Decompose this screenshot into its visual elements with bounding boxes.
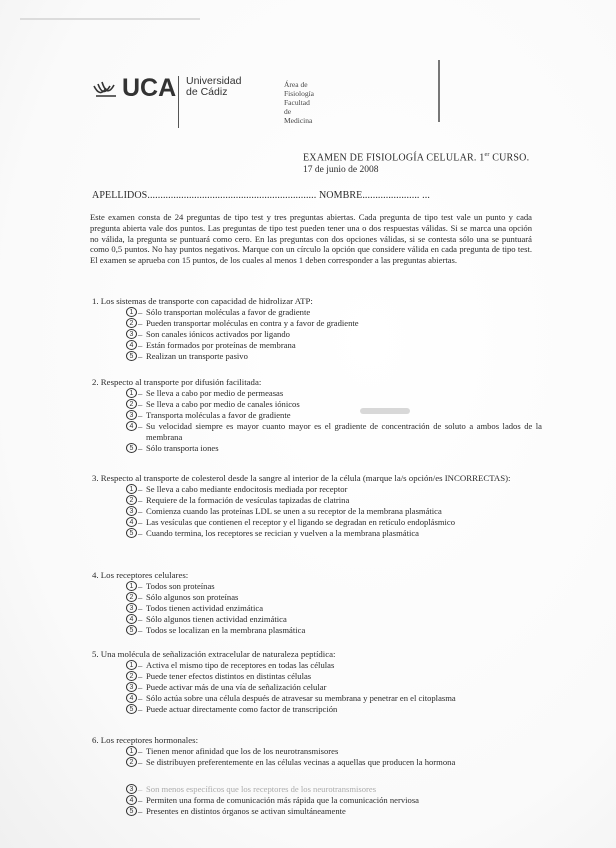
option-dash: – — [138, 704, 143, 714]
option-text: Realizan un transporte pasivo — [146, 351, 248, 361]
answer-option[interactable] — [126, 693, 532, 704]
student-fields — [92, 190, 430, 201]
option-text: Se lleva a cabo mediante endocitosis mediada por receptor — [146, 484, 348, 494]
option-text: Están formados por proteínas de membrana — [146, 340, 296, 350]
option-text: Todos se localizan en la membrana plasmática — [146, 625, 306, 635]
option-dash: – — [138, 614, 143, 624]
option-list — [126, 660, 532, 715]
nombre-field[interactable]: NOMBRE...................... ... — [318, 190, 430, 201]
option-dash: – — [138, 625, 143, 635]
option-dash: – — [138, 528, 143, 538]
option-dash: – — [138, 757, 143, 767]
answer-option[interactable] — [126, 410, 542, 421]
option-dash: – — [138, 351, 143, 361]
answer-option[interactable] — [126, 388, 542, 399]
answer-option[interactable] — [126, 671, 532, 682]
option-number-circle: 3 — [126, 603, 137, 613]
option-text: Sólo transportan moléculas a favor de gradiente — [146, 307, 311, 317]
option-text: Se lleva a cabo por medio de permeasas — [146, 388, 284, 398]
option-number-circle: 5 — [126, 625, 137, 635]
option-dash: – — [138, 660, 143, 670]
option-dash: – — [138, 329, 143, 339]
exam-title-end: CURSO. — [489, 152, 530, 164]
option-dash: – — [138, 603, 143, 613]
option-number-circle: 4 — [126, 693, 137, 703]
option-number-circle: 2 — [126, 495, 137, 505]
option-list — [126, 388, 542, 454]
option-dash: – — [138, 495, 143, 505]
answer-option[interactable] — [126, 614, 532, 625]
answer-option[interactable] — [126, 421, 542, 443]
option-number-circle: 2 — [126, 399, 137, 409]
department-line: Área de Fisiología — [284, 80, 315, 98]
option-number-circle: 1 — [126, 746, 137, 756]
option-number-circle: 2 — [126, 592, 137, 602]
answer-option[interactable] — [126, 329, 532, 340]
answer-option[interactable] — [126, 484, 532, 495]
option-dash: – — [138, 517, 143, 527]
answer-option[interactable] — [126, 795, 532, 806]
option-text: Pueden transportar moléculas en contra y a favor de gradiente — [146, 318, 359, 328]
answer-option[interactable] — [126, 704, 532, 715]
answer-option[interactable] — [126, 746, 532, 757]
option-dash: – — [138, 746, 143, 756]
option-list — [126, 484, 532, 539]
option-number-circle: 4 — [126, 517, 137, 527]
option-text: Son canales iónicos activados por ligando — [146, 329, 290, 339]
exam-title-sup: er — [484, 152, 490, 158]
option-text: Todos tienen actividad enzimática — [146, 603, 264, 613]
option-text: Son menos específicos que los receptores de los neurotransmisores — [146, 784, 377, 794]
option-text: Comienza cuando las proteínas LDL se unen a su receptor de la membrana plasmática — [146, 506, 442, 516]
option-text: Sólo algunos tienen actividad enzimática — [146, 614, 287, 624]
university-line: Universidad — [186, 75, 242, 87]
question-4 — [92, 570, 532, 636]
option-text: Puede activar más de una vía de señalización celular — [146, 682, 327, 692]
option-number-circle: 5 — [126, 528, 137, 538]
exam-date: 17 de junio de 2008 — [303, 165, 379, 175]
option-number-circle: 5 — [126, 806, 137, 816]
option-text: Requiere de la formación de vesículas tapizadas de clatrina — [146, 495, 350, 505]
option-number-circle: 4 — [126, 421, 137, 431]
option-number-circle: 3 — [126, 682, 137, 692]
option-number-circle: 1 — [126, 660, 137, 670]
question-2 — [92, 377, 542, 454]
option-text: Sólo algunos son proteínas — [146, 592, 239, 602]
department-name — [284, 80, 314, 125]
option-list — [126, 307, 532, 362]
question-stem: 2. Respecto al transporte por difusión facilitada: — [92, 377, 262, 387]
option-number-circle: 4 — [126, 614, 137, 624]
option-number-circle: 5 — [126, 351, 137, 361]
option-text: Sólo actúa sobre una célula después de atravesar su membrana y penetrar en el citoplasma — [146, 693, 456, 703]
option-number-circle: 3 — [126, 506, 137, 516]
university-line: de Cádiz — [186, 86, 228, 98]
department-line: Facultad de Medicina — [284, 98, 313, 125]
question-stem: 6. Los receptores hormonales: — [92, 735, 199, 745]
option-dash: – — [138, 671, 143, 681]
option-number-circle: 5 — [126, 443, 137, 453]
question-stem: 5. Una molécula de señalización extracelular de naturaleza peptídica: — [92, 649, 336, 659]
option-text: Puede actuar directamente como factor de transcripción — [146, 704, 338, 714]
option-number-circle: 4 — [126, 340, 137, 350]
option-text: Su velocidad siempre es mayor cuanto mayor es el gradiente de concentración de soluto a ambos lados de la membrana — [146, 421, 542, 442]
option-text: Todos son proteínas — [146, 581, 215, 591]
answer-option[interactable] — [126, 784, 532, 795]
option-number-circle: 2 — [126, 318, 137, 328]
option-dash: – — [138, 806, 143, 816]
option-dash: – — [138, 318, 143, 328]
option-text: Las vesículas que contienen el receptor y el ligando se degradan en retículo endoplásmico — [146, 517, 456, 527]
option-text: Tienen menor afinidad que los de los neurotransmisores — [146, 746, 339, 756]
option-text: Cuando termina, los receptores se recician y vuelven a la membrana plasmática — [146, 528, 419, 538]
option-dash: – — [138, 410, 143, 420]
option-dash: – — [138, 592, 143, 602]
answer-option[interactable] — [126, 625, 532, 636]
margin-line — [438, 60, 440, 122]
option-number-circle: 1 — [126, 581, 137, 591]
answer-option[interactable] — [126, 757, 532, 768]
question-5 — [92, 649, 532, 715]
option-dash: – — [138, 388, 143, 398]
answer-option[interactable] — [126, 399, 542, 410]
option-text: Activa el mismo tipo de receptores en todas las células — [146, 660, 335, 670]
answer-option[interactable] — [126, 806, 532, 817]
option-number-circle: 3 — [126, 329, 137, 339]
option-number-circle: 2 — [126, 671, 137, 681]
option-number-circle: 4 — [126, 795, 137, 805]
option-dash: – — [138, 484, 143, 494]
option-text: Transporta moléculas a favor de gradiente — [146, 410, 291, 420]
answer-option[interactable] — [126, 351, 532, 362]
answer-option[interactable] — [126, 506, 532, 517]
option-text: Permiten una forma de comunicación más rápida que la comunicación nerviosa — [146, 795, 419, 805]
option-number-circle: 5 — [126, 704, 137, 714]
option-dash: – — [138, 693, 143, 703]
apellidos-field[interactable]: APELLIDOS................................................................. — [92, 190, 317, 201]
question-stem: 4. Los receptores celulares: — [92, 570, 189, 580]
answer-option[interactable] — [126, 682, 532, 693]
option-number-circle: 1 — [126, 388, 137, 398]
answer-option[interactable] — [126, 443, 542, 454]
option-dash: – — [138, 795, 143, 805]
option-list — [126, 581, 532, 636]
answer-option[interactable] — [126, 495, 532, 506]
question-3 — [92, 473, 532, 539]
answer-option[interactable] — [126, 660, 532, 671]
exam-title-main: EXAMEN DE FISIOLOGÍA CELULAR. 1 — [303, 152, 485, 164]
option-dash: – — [138, 443, 143, 453]
option-number-circle: 3 — [126, 410, 137, 420]
option-dash: – — [138, 340, 143, 350]
option-text: Se distribuyen preferentemente en las células vecinas a aquellas que producen la hormona — [146, 757, 456, 767]
option-dash: – — [138, 421, 143, 431]
option-dash: – — [138, 307, 143, 317]
option-dash: – — [138, 506, 143, 516]
question-1 — [92, 296, 532, 362]
option-number-circle: 1 — [126, 484, 137, 494]
uca-logo-text: UCA — [122, 74, 177, 102]
question-6 — [92, 735, 532, 817]
answer-option[interactable] — [126, 592, 532, 603]
option-text: Se lleva a cabo por medio de canales iónicos — [146, 399, 300, 409]
option-number-circle: 1 — [126, 307, 137, 317]
instructions: Este examen consta de 24 preguntas de tipo test y tres preguntas abiertas. Cada pregunta de tipo test vale un punto y cada pregunta abierta vale dos puntos. Las preguntas de tipo test pueden tener una o dos respuestas válidas. Si se marca una opción no válida, la pregunta se puntuará como cero. En las preguntas con dos opciones válidas, si se contesta sólo una se puntuará como 0,5 puntos. No hay puntos negativos. Marque con un círculo la opción que considere válida en cada pregunta de tipo test. El examen se aprueba con 15 puntos, de los cuales al menos 1 deben corresponder a las preguntas abiertas. — [90, 212, 532, 266]
answer-option[interactable] — [126, 318, 532, 329]
answer-option[interactable] — [126, 528, 532, 539]
answer-option[interactable] — [126, 517, 532, 528]
option-dash: – — [138, 581, 143, 591]
option-number-circle: 2 — [126, 757, 137, 767]
option-dash: – — [138, 682, 143, 692]
option-number-circle: 3 — [126, 784, 137, 794]
answer-option[interactable] — [126, 340, 532, 351]
scan-artifact — [20, 18, 200, 20]
university-name — [186, 76, 241, 98]
option-list — [126, 746, 532, 817]
answer-option[interactable] — [126, 307, 532, 318]
option-dash: – — [138, 784, 143, 794]
question-stem: 1. Los sistemas de transporte con capacidad de hidrolizar ATP: — [92, 296, 313, 306]
header-divider — [178, 76, 179, 128]
answer-option[interactable] — [126, 581, 532, 592]
answer-option[interactable] — [126, 603, 532, 614]
question-stem: 3. Respecto al transporte de colesterol desde la sangre al interior de la célula (marque la/s opción/es INCORRECTAS): — [92, 473, 511, 483]
option-dash: – — [138, 399, 143, 409]
option-text: Puede tener efectos distintos en distintas células — [146, 671, 312, 681]
option-text: Sólo transporta iones — [146, 443, 219, 453]
exam-title — [303, 152, 529, 163]
option-text: Presentes en distintos órganos se activan simultáneamente — [146, 806, 346, 816]
